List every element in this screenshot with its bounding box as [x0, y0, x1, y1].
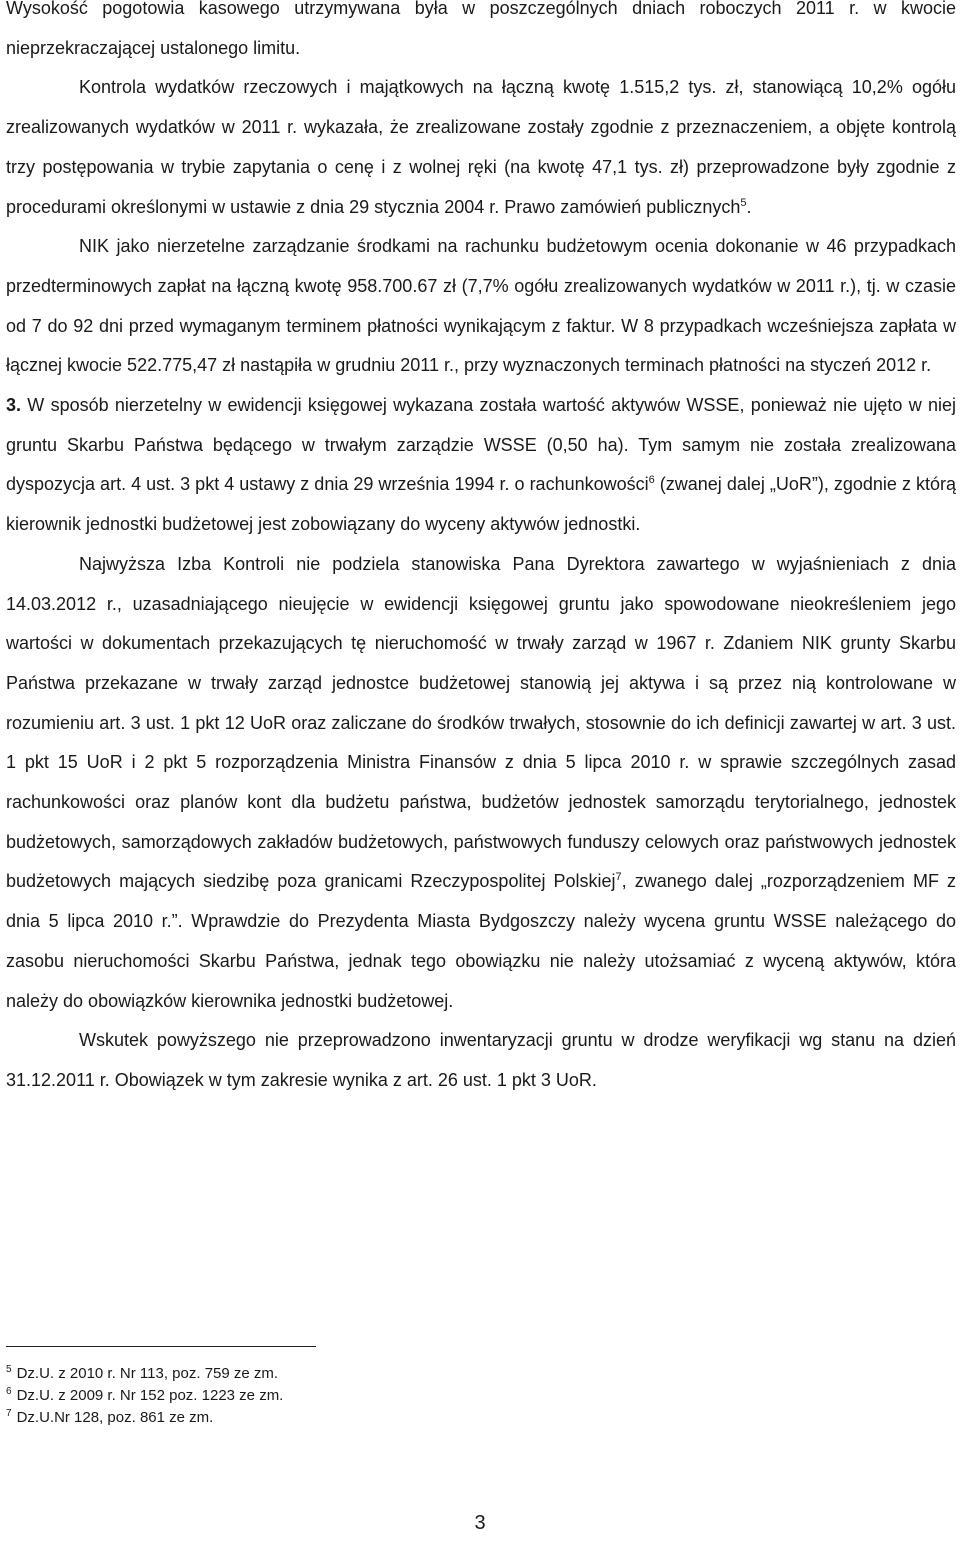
footnote-ref-7[interactable]: 7 [615, 871, 622, 884]
paragraph-section-3 [6, 386, 956, 545]
paragraph-nik-position [6, 545, 956, 1021]
footnote-item [6, 1385, 606, 1407]
paragraph-text: W sposób nierzetelny w ewidencji księgowej wykazana została wartość aktywów WSSE, ponieważ nie ujęto w niej gruntu Skarbu Państwa będącego w trwałym zarządzie WSSE (0,50 ha). Tym samym nie została zrealizowana dyspozycja art. 4 ust. 3 pkt 4 ustawy z dnia 29 września 1994 r. o rachunkowości [6, 395, 956, 495]
paragraph-text: Najwyższa Izba Kontroli nie podziela stanowiska Pana Dyrektora zawartego w wyjaśnieniach z dnia 14.03.2012 r., uzasadniającego nieujęcie w ewidencji księgowej gruntu jako spowodowane nieokreśleniem jego wartości w dokumentach przekazujących tę nieruchomość w trwały zarząd w 1967 r. Zdaniem NIK grunty Skarbu Państwa przekazane w trwały zarząd jednostce budżetowej stanowią jej aktywa i są przez nią kontrolowane w rozumieniu art. 3 ust. 1 pkt 12 UoR oraz zaliczane do środków trwałych, stosownie do ich definicji zawartej w art. 3 ust. 1 pkt 15 UoR i 2 pkt 5 rozporządzenia Ministra Finansów z dnia 5 lipca 2010 r. w sprawie szczególnych zasad rachunkowości oraz planów kont dla budżetu państwa, budżetów jednostek samorządu terytorialnego, jednostek budżetowych, samorządowych zakładów budżetowych, państwowych funduszy celowych oraz państwowych jednostek budżetowych mających siedzibę poza granicami Rzeczypospolitej Polskiej [6, 553, 956, 892]
document-page [6, 0, 956, 1101]
footnote-text: Dz.U.Nr 128, poz. 861 ze zm. [16, 1409, 214, 1426]
footnote-number: 6 [6, 1386, 12, 1397]
footnote-number: 7 [6, 1408, 12, 1419]
paragraph-text: Wysokość pogotowia kasowego utrzymywana była w poszczególnych dniach roboczych 2011 r. w kwocie nieprzekraczającej ustalonego limitu. [6, 0, 956, 58]
paragraph-text: NIK jako nierzetelne zarządzanie środkami na rachunku budżetowym ocenia dokonanie w 46 przypadkach przedterminowych zapłat na łączną kwotę 958.700.67 zł (7,7% ogółu zrealizowanych wydatków w 2011 r.), tj. w czasie od 7 do 92 dni przed wymaganym terminem płatności wynikającym z faktur. W 8 przypadkach wcześniejsza zapłata w łącznej kwocie 522.775,47 zł nastąpiła w grudniu 2011 r., przy wyznaczonych terminach płatności na styczeń 2012 r. [6, 236, 956, 376]
footnote-text: Dz.U. z 2010 r. Nr 113, poz. 759 ze zm. [16, 1365, 279, 1382]
footnotes [6, 1363, 606, 1429]
paragraph-cash-reserve [6, 0, 956, 68]
page-number: 3 [474, 1512, 486, 1534]
footnote-ref-6[interactable]: 6 [648, 474, 655, 487]
paragraph-text-end: . [746, 196, 752, 217]
footnote-separator [6, 1346, 316, 1347]
footnote-text: Dz.U. z 2009 r. Nr 152 poz. 1223 ze zm. [16, 1387, 284, 1404]
paragraph-text: Wskutek powyższego nie przeprowadzono inwentaryzacji gruntu w drodze weryfikacji wg stanu na dzień 31.12.2011 r. Obowiązek w tym zakresie wynika z art. 26 ust. 1 pkt 3 UoR. [6, 1030, 956, 1090]
footnote-item [6, 1363, 606, 1385]
paragraph-text: Kontrola wydatków rzeczowych i majątkowych na łączną kwotę 1.515,2 tys. zł, stanowiącą 10,2% ogółu zrealizowanych wydatków w 2011 r. wykazała, że zrealizowane zostały zgodnie z przeznaczeniem, a objęte kontrolą trzy postępowania w trybie zapytania o cenę i z wolnej ręki (na kwotę 47,1 tys. zł) przeprowadzone były zgodnie z procedurami określonymi w ustawie z dnia 29 stycznia 2004 r. Prawo zamówień publicznych [6, 77, 956, 217]
paragraph-early-payments [6, 227, 956, 386]
section-number: 3. [6, 395, 22, 416]
footnote-number: 5 [6, 1364, 12, 1375]
paragraph-inventory [6, 1021, 956, 1100]
footnote-ref-5[interactable]: 5 [740, 196, 747, 209]
paragraph-expenditure-control [6, 68, 956, 227]
footnote-item [6, 1407, 606, 1429]
paragraph-text-end: (zwanej dalej „UoR”), zgodnie z którą kierownik jednostki budżetowej jest zobowiązany do wyceny aktywów jednostki. [6, 474, 956, 535]
paragraph-text-end: , zwanego dalej „rozporządzeniem MF z dnia 5 lipca 2010 r.”. Wprawdzie do Prezydenta Miasta Bydgoszczy należy wycena gruntu WSSE należącego do zasobu nieruchomości Skarbu Państwa, jednak tego obowiązku nie należy utożsamiać z wyceną aktywów, która należy do obowiązków kierownika jednostki budżetowej. [6, 871, 956, 1011]
